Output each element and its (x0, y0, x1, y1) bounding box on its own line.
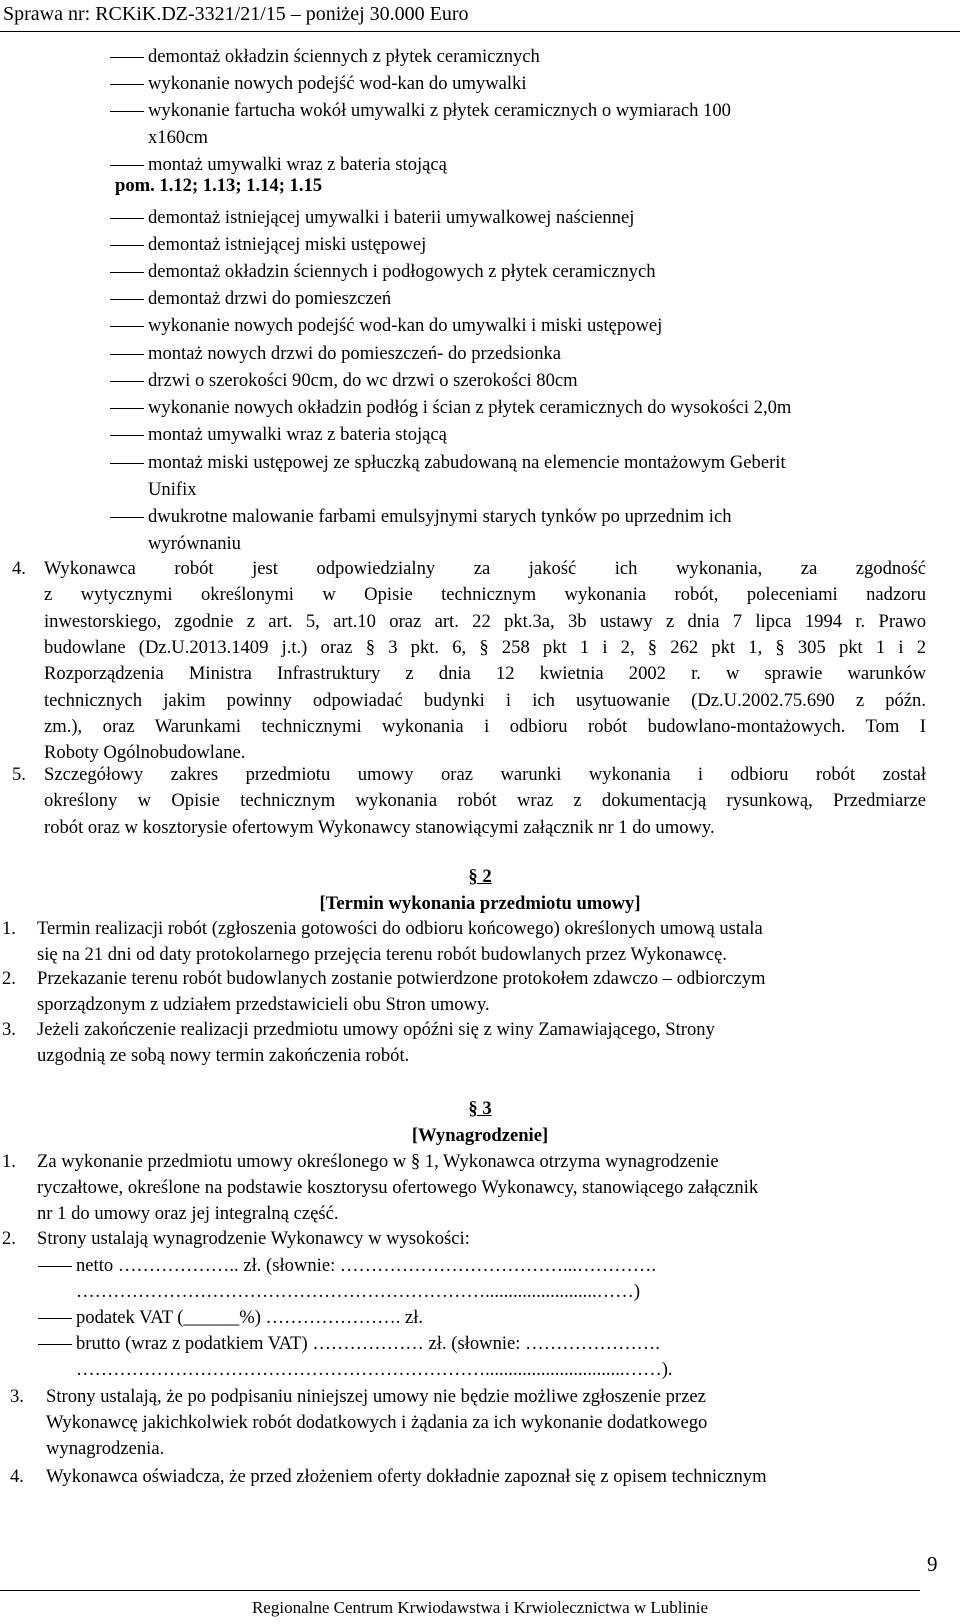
footer-rule (0, 1590, 920, 1591)
item-line: Strony ustalają wynagrodzenie Wykonawcy w wysokości: (37, 1228, 470, 1249)
list-item: demontaż okładzin ściennych z płytek ceramicznych (148, 46, 540, 67)
rooms-heading: pom. 1.12; 1.13; 1.14; 1.15 (115, 175, 323, 196)
item-line: się na 21 dni od daty protokolarnego przejęcia terenu robót budowlanych przez Wykonawcę. (37, 944, 727, 965)
list-item: demontaż okładzin ściennych i podłogowych z płytek ceramicznych (148, 261, 656, 282)
item-line: Jeżeli zakończenie realizacji przedmiotu umowy opóźni się z winy Zamawiającego, Strony (37, 1019, 715, 1040)
item-number: 1. (2, 1151, 16, 1172)
list-item: demontaż drzwi do pomieszczeń (148, 288, 392, 309)
list-item: wykonanie nowych podejść wod-kan do umywalki (148, 73, 527, 94)
dash-bullet (110, 381, 144, 382)
list-item: wykonanie fartucha wokół umywalki z płytek ceramicznych o wymiarach 100 (148, 100, 731, 121)
dash-bullet (110, 272, 144, 273)
dash-bullet (110, 245, 144, 246)
item-number: 2. (2, 1228, 16, 1249)
item-number: 4. (12, 558, 26, 579)
list-item: demontaż istniejącej miski ustępowej (148, 234, 427, 255)
item-line: uzgodnią ze sobą nowy termin zakończenia robót. (37, 1045, 410, 1066)
payment-line: podatek VAT (______%) …………………. zł. (76, 1307, 424, 1328)
section-3-sign: § 3 (468, 1098, 492, 1119)
section-3-title: [Wynagrodzenie] (411, 1125, 549, 1146)
item-number: 5. (12, 764, 26, 785)
paragraph-line: określony w Opisie technicznym wykonania robót wraz z dokumentacją rysunkową, Przedmiarze (44, 790, 926, 812)
dash-bullet (110, 517, 144, 518)
paragraph-line: budowlane (Dz.U.2013.1409 j.t.) oraz § 3 pkt. 6, § 258 pkt 1 i 2, § 262 pkt 1, § 305 pkt 1 i 2 (44, 636, 926, 658)
item-number: 3. (10, 1386, 24, 1407)
dash-bullet (110, 435, 144, 436)
item-line: nr 1 do umowy oraz jej integralną część. (37, 1203, 339, 1224)
dash-bullet (110, 165, 144, 166)
paragraph-line: z wytycznymi określonymi w Opisie technicznym wykonania robót, poleceniami nadzoru (44, 584, 926, 606)
item-line: Wykonawcę jakichkolwiek robót dodatkowych i żądania za ich wykonanie dodatkowego (46, 1412, 708, 1433)
case-number: Sprawa nr: RCKiK.DZ-3321/21/15 – poniżej 30.000 Euro (3, 3, 469, 25)
list-item: Unifix (148, 479, 197, 500)
dash-bullet (110, 463, 144, 464)
section-2-title: [Termin wykonania przedmiotu umowy] (319, 893, 641, 914)
list-item: drzwi o szerokości 90cm, do wc drzwi o szerokości 80cm (148, 370, 578, 391)
list-item: dwukrotne malowanie farbami emulsyjnymi starych tynków po uprzednim ich (148, 506, 732, 527)
item-number: 4. (10, 1466, 24, 1487)
item-line: ryczałtowe, określone na podstawie kosztorysu ofertowego Wykonawcy, stanowiącego załącznik (37, 1177, 759, 1198)
paragraph-line: Rozporządzenia Ministra Infrastruktury z dnia 12 kwietnia 2002 r. w sprawie warunków (44, 663, 926, 685)
footer-institution: Regionalne Centrum Krwiodawstwa i Krwiolecznictwa w Lublinie (251, 1598, 709, 1617)
payment-line: netto ……………….. zł. (słownie: ………………………………...…………. (76, 1255, 656, 1276)
dash-bullet (110, 408, 144, 409)
list-item: wykonanie nowych okładzin podłóg i ścian z płytek ceramicznych do wysokości 2,0m (148, 397, 792, 418)
header-rule (0, 31, 960, 32)
list-item: wykonanie nowych podejść wod-kan do umywalki i miski ustępowej (148, 315, 663, 336)
dash-bullet (38, 1344, 72, 1345)
paragraph-line: robót oraz w kosztorysie ofertowym Wykonawcy stanowiącymi załącznik nr 1 do umowy. (44, 816, 715, 838)
item-number: 3. (2, 1019, 16, 1040)
dash-bullet (110, 299, 144, 300)
payment-line: …………………………………………………………........................……) (76, 1281, 641, 1302)
list-item: montaż miski ustępowej ze spłuczką zabudowaną na elemencie montażowym Geberit (148, 452, 786, 473)
paragraph-line: Szczegółowy zakres przedmiotu umowy oraz warunki wykonania i odbioru robót został (44, 764, 926, 785)
item-line: Strony ustalają, że po podpisaniu niniejszej umowy nie będzie możliwe zgłoszenie przez (46, 1386, 706, 1407)
paragraph-line: zm.), oraz Warunkami technicznymi wykonania i odbioru robót budowlano-montażowych. Tom I (44, 715, 926, 737)
item-number: 2. (2, 968, 16, 989)
list-item: wyrównaniu (148, 533, 241, 554)
dash-bullet (110, 326, 144, 327)
paragraph-line: inwestorskiego, zgodnie z art. 5, art.10 oraz art. 22 pkt.3a, 3b ustawy z dnia 7 lipca 1994 r. Prawo (44, 610, 926, 632)
dash-bullet (110, 111, 144, 112)
list-item: montaż umywalki wraz z bateria stojącą (148, 424, 447, 445)
item-line: wynagrodzenia. (46, 1438, 165, 1459)
dash-bullet (110, 354, 144, 355)
dash-bullet (110, 218, 144, 219)
paragraph-line: Roboty Ogólnobudowlane. (44, 742, 246, 764)
item-line: sporządzonym z udziałem przedstawicieli obu Stron umowy. (37, 994, 490, 1015)
list-item: demontaż istniejącej umywalki i baterii umywalkowej naściennej (148, 207, 635, 228)
list-item: x160cm (148, 127, 208, 148)
item-line: Przekazanie terenu robót budowlanych zostanie potwierdzone protokołem zdawczo – odbiorczym (37, 968, 766, 989)
dash-bullet (38, 1318, 72, 1319)
item-line: Termin realizacji robót (zgłoszenia gotowości do odbioru końcowego) określonych umową ustala (37, 918, 763, 939)
list-item: montaż umywalki wraz z bateria stojącą (148, 154, 447, 175)
item-number: 1. (2, 918, 16, 939)
dash-bullet (110, 84, 144, 85)
paragraph-line: Wykonawca robót jest odpowiedzialny za jakość ich wykonania, za zgodność (44, 558, 926, 579)
paragraph-line: technicznych jakim powinny odpowiadać budynki i ich usytuowanie (Dz.U.2002.75.690 z późn. (44, 689, 926, 711)
page-number: 9 (927, 1552, 938, 1576)
dash-bullet (110, 57, 144, 58)
item-line: Za wykonanie przedmiotu umowy określonego w § 1, Wykonawca otrzyma wynagrodzenie (37, 1151, 719, 1172)
section-2-sign: § 2 (468, 866, 492, 887)
payment-line: brutto (wraz z podatkiem VAT) ……………… zł. (słownie: …………………. (76, 1333, 660, 1354)
list-item: montaż nowych drzwi do pomieszczeń- do przedsionka (148, 343, 562, 364)
page-header (0, 4, 960, 32)
item-line: Wykonawca oświadcza, że przed złożeniem oferty dokładnie zapoznał się z opisem technicznym (46, 1466, 767, 1487)
payment-line: …………………………………………………………..............................……). (76, 1359, 673, 1380)
dash-bullet (38, 1266, 72, 1267)
